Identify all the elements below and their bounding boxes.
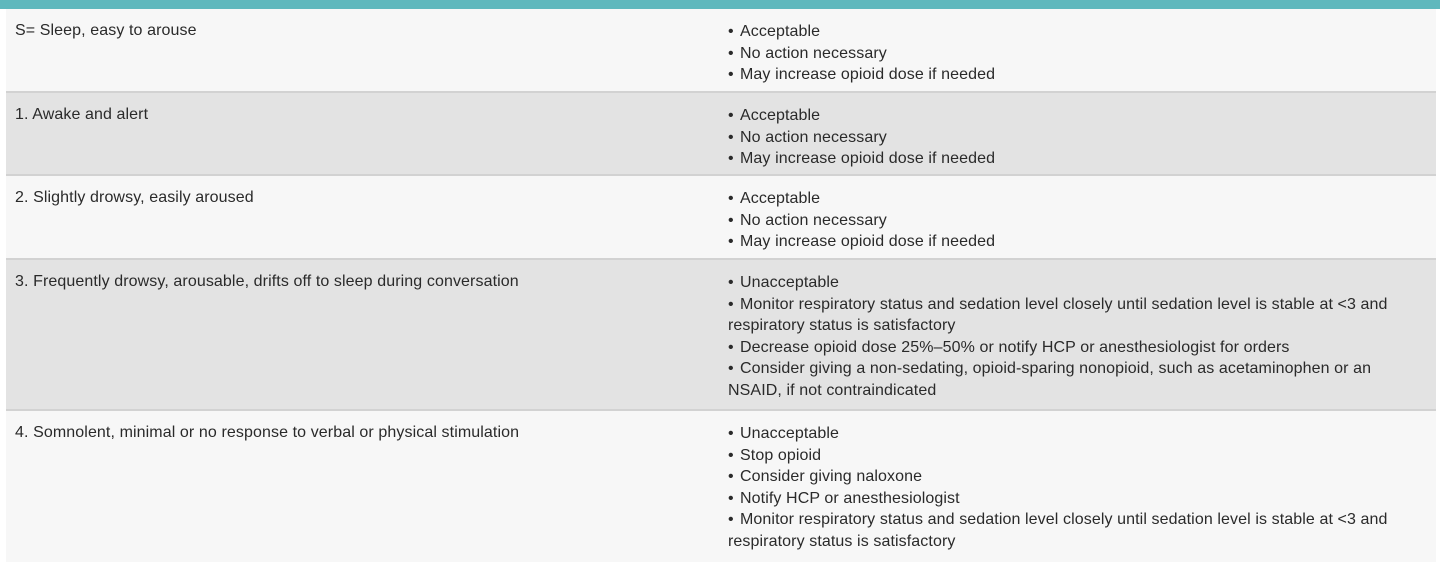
action-item: • Acceptable	[728, 105, 1428, 127]
action-list	[728, 423, 1428, 552]
action-item: • May increase opioid dose if needed	[728, 148, 1428, 170]
table-row	[6, 93, 1436, 176]
action-item: • No action necessary	[728, 127, 1428, 149]
table-row	[6, 411, 1436, 562]
table-row	[6, 176, 1436, 260]
action-item: • Stop opioid	[728, 445, 1428, 467]
action-item: • Consider giving naloxone	[728, 466, 1428, 488]
action-list	[728, 272, 1428, 401]
action-item: • Notify HCP or anesthesiologist	[728, 488, 1428, 510]
table-row	[6, 260, 1436, 411]
action-item: • Monitor respiratory status and sedation level closely until sedation level is stable at <3 and respiratory status is satisfactory	[728, 294, 1428, 337]
action-item: • Consider giving a non-sedating, opioid-sparing nonopioid, such as acetaminophen or an NSAID, if not contraindicated	[728, 358, 1428, 401]
action-item: • Unacceptable	[728, 423, 1428, 445]
sedation-level-cell: 1. Awake and alert	[15, 106, 149, 123]
sedation-level-cell: 4. Somnolent, minimal or no response to verbal or physical stimulation	[15, 424, 520, 441]
table-top-bar	[0, 0, 1440, 9]
sedation-level-cell: S= Sleep, easy to arouse	[15, 22, 197, 39]
action-list	[728, 188, 1428, 253]
action-item: • No action necessary	[728, 43, 1428, 65]
table-row	[6, 9, 1436, 93]
sedation-level-cell: 3. Frequently drowsy, arousable, drifts off to sleep during conversation	[15, 273, 519, 290]
action-item: • May increase opioid dose if needed	[728, 64, 1428, 86]
sedation-scale-table	[6, 9, 1436, 562]
action-item: • Decrease opioid dose 25%–50% or notify HCP or anesthesiologist for orders	[728, 337, 1428, 359]
action-item: • No action necessary	[728, 210, 1428, 232]
action-item: • Unacceptable	[728, 272, 1428, 294]
action-list	[728, 105, 1428, 170]
action-item: • Acceptable	[728, 188, 1428, 210]
action-item: • Monitor respiratory status and sedation level closely until sedation level is stable at <3 and respiratory status is satisfactory	[728, 509, 1428, 552]
action-item: • May increase opioid dose if needed	[728, 231, 1428, 253]
sedation-level-cell: 2. Slightly drowsy, easily aroused	[15, 189, 254, 206]
action-item: • Acceptable	[728, 21, 1428, 43]
action-list	[728, 21, 1428, 86]
